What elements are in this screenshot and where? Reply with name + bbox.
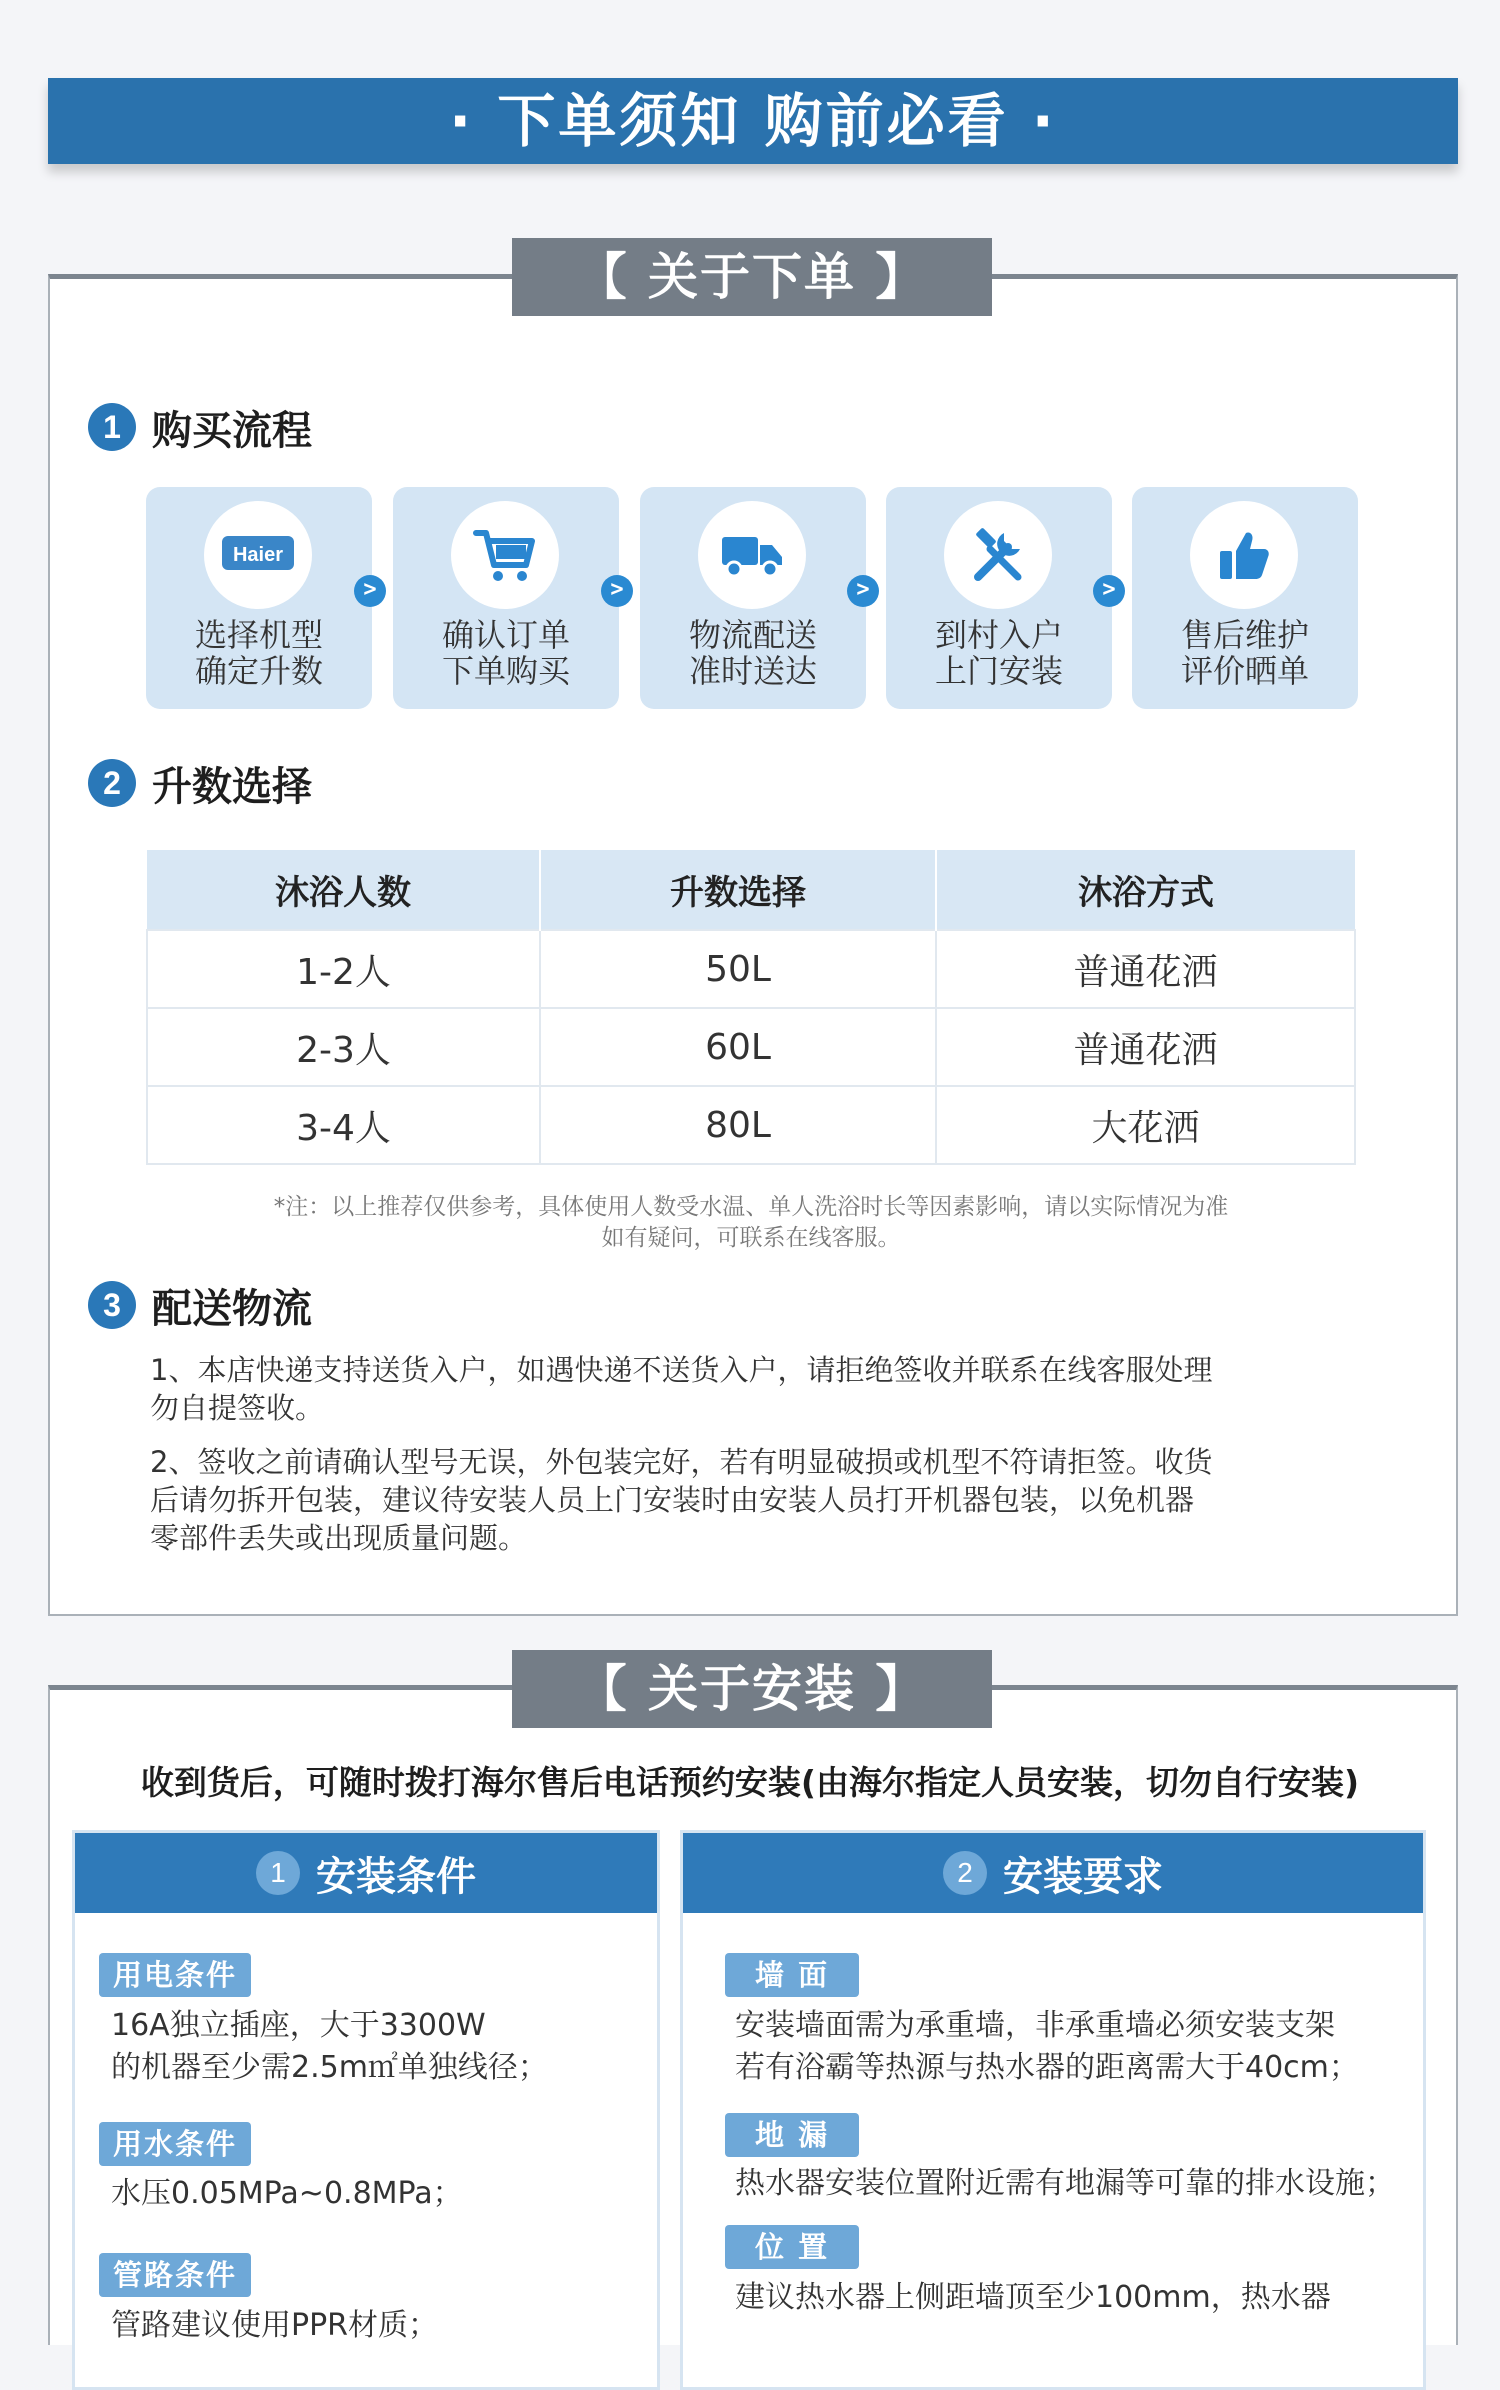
wall-requirement-tag: 墙 面 [725,1953,859,1997]
flow-step-label: 确定升数 [194,652,323,690]
delivery-paragraph-2-cont: 后请勿拆开包装，建议待安装人员上门安装时由安装人员打开机器包装，以免机器 [150,1483,1195,1517]
capacity-heading [88,758,312,808]
capacity-table [146,850,1356,1165]
flow-step-installation [886,487,1112,709]
flow-step-label: 物流配送 [688,616,817,654]
flow-step-confirm-order [393,487,619,709]
capacity-note-contact: 如有疑问，可联系在线客服。 [601,1225,901,1251]
water-condition-tag: 用水条件 [99,2122,251,2166]
table-cell: 3-4人 [147,1086,540,1164]
table-cell: 50L [540,930,936,1008]
table-header-cell: 沐浴人数 [147,850,540,930]
flow-arrow-icon: > [847,575,879,607]
power-condition-tag: 用电条件 [99,1953,251,1997]
install-conditions-box [72,1830,660,2390]
table-cell: 60L [540,1008,936,1086]
table-cell: 普通花洒 [936,930,1355,1008]
table-header-cell: 升数选择 [540,850,936,930]
section-number-badge: 3 [88,1281,136,1329]
flow-step-label: 下单购买 [441,652,570,690]
flow-step-label: 上门安装 [934,652,1063,690]
power-condition-text: 的机器至少需2.5m㎡单独线径； [111,2050,548,2085]
position-requirement-tag: 位 置 [725,2225,859,2269]
table-cell: 1-2人 [147,930,540,1008]
delivery-truck-icon [698,501,806,609]
flow-arrow-icon: > [1093,575,1125,607]
delivery-paragraph-1-cont: 勿自提签收。 [150,1391,325,1425]
box-number-badge: 1 [256,1851,300,1895]
delivery-paragraph-1: 1、本店快递支持送货入户，如遇快递不送货入户，请拒绝签收并联系在线客服处理 [150,1353,1213,1387]
table-cell: 大花洒 [936,1086,1355,1164]
table-row [147,1008,1355,1086]
order-section-tab: 【 关于下单 】 [512,238,992,316]
install-requirements-title: 安装要求 [1003,1853,1163,1900]
flow-arrow-icon: > [354,575,386,607]
section-number-badge: 2 [88,759,136,807]
flow-step-label: 到村入户 [934,616,1063,654]
purchase-flow-heading [88,402,312,452]
install-requirements-header [683,1833,1423,1913]
purchase-flow-title: 购买流程 [152,407,312,454]
install-conditions-header [75,1833,657,1913]
table-cell: 普通花洒 [936,1008,1355,1086]
table-row [147,1086,1355,1164]
pipe-condition-text: 管路建议使用PPR材质； [111,2308,439,2343]
flow-step-label: 确认订单 [441,616,570,654]
flow-step-label: 选择机型 [194,616,323,654]
flow-step-logistics [640,487,866,709]
haier-logo-text: Haier [232,544,284,566]
flow-step-select-model [146,487,372,709]
capacity-title: 升数选择 [152,763,312,810]
flow-step-after-sales [1132,487,1358,709]
banner-title: · 下单须知 购前必看 · [449,87,1057,155]
haier-logo-icon [204,501,312,609]
install-requirements-box [680,1830,1426,2390]
flow-step-label: 售后维护 [1180,616,1309,654]
delivery-heading [88,1280,312,1330]
tools-icon [944,501,1052,609]
power-condition-text: 16A独立插座，大于3300W [111,2008,486,2043]
drain-requirement-tag: 地 漏 [725,2113,859,2157]
install-subtitle: 收到货后，可随时拨打海尔售后电话预约安装(由海尔指定人员安装，切勿自行安装) [140,1763,1360,1802]
delivery-paragraph-2-end: 零部件丢失或出现质量问题。 [150,1521,528,1555]
table-row [147,930,1355,1008]
shopping-cart-icon [451,501,559,609]
section-number-badge: 1 [88,403,136,451]
wall-requirement-text: 安装墙面需为承重墙，非承重墙必须安装支架 [735,2008,1335,2043]
capacity-note: *注：以上推荐仅供参考，具体使用人数受水温、单人洗浴时长等因素影响，请以实际情况为准 [273,1194,1229,1220]
flow-step-label: 评价晒单 [1180,652,1309,690]
delivery-paragraph-2: 2、签收之前请确认型号无误，外包装完好，若有明显破损或机型不符请拒签。收货 [150,1445,1213,1479]
table-header-row [147,850,1355,930]
thumbs-up-icon [1190,501,1298,609]
install-section-tab: 【 关于安装 】 [512,1650,992,1728]
install-conditions-title: 安装条件 [316,1853,476,1900]
drain-requirement-text: 热水器安装位置附近需有地漏等可靠的排水设施； [735,2166,1395,2201]
table-cell: 80L [540,1086,936,1164]
water-condition-text: 水压0.05MPa~0.8MPa； [111,2176,463,2211]
delivery-title: 配送物流 [152,1285,312,1332]
table-cell: 2-3人 [147,1008,540,1086]
flow-step-label: 准时送达 [688,652,817,690]
pipe-condition-tag: 管路条件 [99,2253,251,2297]
position-requirement-text: 建议热水器上侧距墙顶至少100mm，热水器 [735,2280,1331,2315]
box-number-badge: 2 [943,1851,987,1895]
table-header-cell: 沐浴方式 [936,850,1355,930]
wall-requirement-text: 若有浴霸等热源与热水器的距离需大于40cm； [735,2050,1359,2085]
flow-arrow-icon: > [601,575,633,607]
top-banner [48,78,1458,164]
